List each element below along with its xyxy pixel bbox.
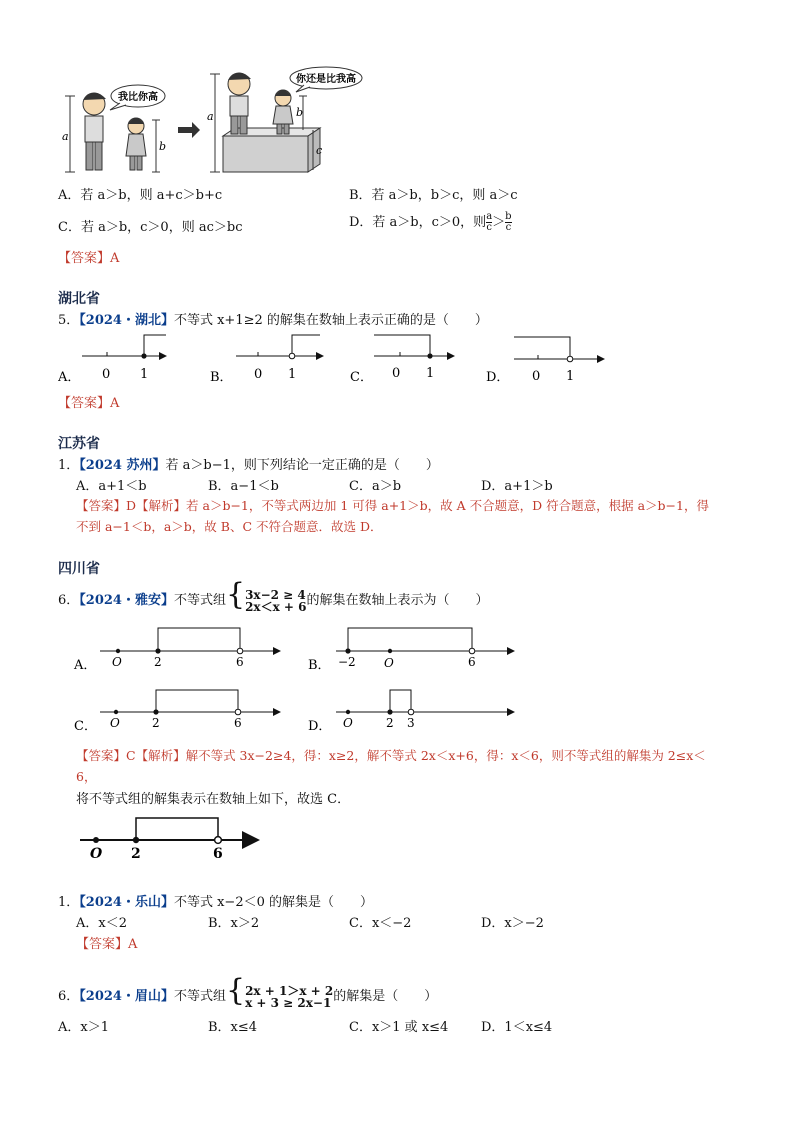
option-label: C． xyxy=(74,719,97,734)
tick-zero: 0 xyxy=(102,367,111,382)
yaan-solution-number-line xyxy=(70,810,270,862)
leshan-option-a: A．x＜2 xyxy=(76,916,127,931)
question-text-post: 的解集在数轴上表示为（ ） xyxy=(306,593,489,608)
leshan-option-d: D．x＞−2 xyxy=(481,916,544,931)
meishan-question xyxy=(58,973,438,1010)
tick-zero: 0 xyxy=(532,369,541,384)
meishan-option-b: B．x≤4 xyxy=(208,1020,258,1035)
tick-origin: O xyxy=(112,655,122,669)
label-a-right: a xyxy=(207,110,214,123)
label-b-left: b xyxy=(159,140,167,153)
gt-sign: ＞ xyxy=(492,215,506,230)
province-sichuan: 四川省 xyxy=(58,561,100,577)
hubei-option-b-number-line xyxy=(210,335,323,385)
question-text: 不等式 x−2＜0 的解集是（ ） xyxy=(173,895,373,910)
tick-origin: O xyxy=(384,656,394,670)
yaan-option-d-number-line xyxy=(308,690,514,734)
yaan-answer-line-1: 【答案】C【解析】解不等式 3x−2≥4，得：x≥2，解不等式 2x＜x+6，得：x＜6，则不等式组的解集为 2≤x＜ xyxy=(76,748,706,763)
bubble-left-text: 我比你高 xyxy=(118,92,158,103)
left-brace: { xyxy=(225,577,246,612)
hubei-answer: 【答案】A xyxy=(58,396,120,411)
tick-one: 1 xyxy=(566,369,575,384)
province-jiangsu: 江苏省 xyxy=(58,436,100,452)
option-label: C． xyxy=(350,370,373,385)
height-comparison-illustration xyxy=(58,66,368,178)
question-source-tag: 【2024・乐山】 xyxy=(79,895,174,910)
question-number: 1． xyxy=(58,895,80,910)
hubei-option-a-number-line xyxy=(58,335,166,385)
jiangsu-question xyxy=(58,454,439,473)
yaan-answer-line-2: 6， xyxy=(76,769,97,784)
question-text-post: 的解集是（ ） xyxy=(333,989,438,1004)
arrow-icon xyxy=(178,122,200,138)
prev-answer: 【答案】A xyxy=(58,251,120,266)
open-point xyxy=(289,353,295,359)
yaan-question xyxy=(58,577,489,614)
meishan-option-a: A．x＞1 xyxy=(58,1020,109,1035)
tick-left: 2 xyxy=(131,846,141,862)
jiangsu-option-d: D．a+1＞b xyxy=(481,479,553,494)
tick-right: 6 xyxy=(236,655,244,669)
tick-right: 6 xyxy=(234,716,242,730)
question-number: 5． xyxy=(58,313,80,328)
province-hubei: 湖北省 xyxy=(58,291,100,307)
option-label: B． xyxy=(308,658,331,673)
hubei-option-d-number-line xyxy=(486,337,604,385)
tick-left: 2 xyxy=(154,655,162,669)
tick-zero: 0 xyxy=(392,366,401,381)
hubei-option-c-number-line xyxy=(350,335,454,385)
question-text-pre: 不等式组 xyxy=(173,989,226,1004)
prev-option-d xyxy=(349,208,512,238)
bubble-right-text: 你还是比我高 xyxy=(296,74,356,85)
fraction-b-over-c: $\frac{b}{c}$ xyxy=(505,211,512,233)
jiangsu-option-a: A．a+1＜b xyxy=(76,479,147,494)
jiangsu-option-c: C．a＞b xyxy=(349,479,402,494)
question-text-pre: 不等式组 xyxy=(173,593,226,608)
question-source-tag: 【2024 苏州】 xyxy=(79,458,166,473)
tick-one: 1 xyxy=(140,367,149,382)
right-scene xyxy=(207,67,362,172)
fraction-a-over-c: $\frac{a}{c}$ xyxy=(486,211,493,233)
prev-option-b: B．若 a＞b，b＞c，则 a＞c xyxy=(349,188,518,203)
yaan-answer-line-3: 将不等式组的解集表示在数轴上如下，故选 C． xyxy=(76,792,351,807)
yaan-option-a-number-line xyxy=(73,628,280,673)
question-source-tag: 【2024・雅安】 xyxy=(79,593,174,608)
option-label: D． xyxy=(308,719,332,734)
left-scene xyxy=(62,85,166,172)
prev-option-d-text: D．若 a＞b，c＞0，则 xyxy=(349,215,487,230)
label-b-right: b xyxy=(296,106,304,119)
label-c-right: c xyxy=(316,144,323,157)
leshan-question xyxy=(58,891,373,910)
tick-one: 1 xyxy=(288,367,297,382)
inequality-system: 2x + 1＞x + 2 x + 3 ≥ 2x−1 xyxy=(245,983,334,1010)
tick-right: 6 xyxy=(468,655,476,669)
question-number: 1． xyxy=(58,458,80,473)
yaan-option-b-number-line xyxy=(308,628,514,673)
meishan-option-c: C．x＞1 或 x≤4 xyxy=(349,1020,449,1035)
tick-left: −2 xyxy=(338,655,356,669)
question-text: 若 a＞b−1，则下列结论一定正确的是（ ） xyxy=(165,458,439,473)
tick-origin: O xyxy=(110,716,120,730)
tick-left: 2 xyxy=(386,716,394,730)
label-a-left: a xyxy=(62,130,69,143)
question-source-tag: 【2024・湖北】 xyxy=(79,313,174,328)
open-point xyxy=(567,356,573,362)
jiangsu-answer-line-1: 【答案】D【解析】若 a＞b−1，不等式两边加 1 可得 a+1＞b，故 A 不合题意，D 符合题意，根据 a＞b−1，得 xyxy=(76,498,709,513)
meishan-option-d: D．1＜x≤4 xyxy=(481,1020,553,1035)
tick-one: 1 xyxy=(426,366,435,381)
question-source-tag: 【2024・眉山】 xyxy=(79,989,174,1004)
tick-right: 6 xyxy=(213,846,223,862)
left-brace: { xyxy=(225,973,246,1008)
jiangsu-option-b: B．a−1＜b xyxy=(208,479,279,494)
leshan-answer: 【答案】A xyxy=(76,937,138,952)
question-text: 不等式 x+1≥2 的解集在数轴上表示正确的是（ ） xyxy=(173,313,488,328)
inequality-system: 3x−2 ≥ 4 2x＜x + 6 xyxy=(245,587,307,614)
tick-left: 2 xyxy=(152,716,160,730)
tick-zero: 0 xyxy=(254,367,263,382)
hubei-number-lines xyxy=(58,328,618,386)
question-number: 6． xyxy=(58,989,80,1004)
tick-origin: O xyxy=(90,846,103,862)
prev-option-c: C．若 a＞b，c＞0，则 ac＞bc xyxy=(58,220,243,235)
question-number: 6． xyxy=(58,593,80,608)
option-label: D． xyxy=(486,370,510,385)
yaan-number-lines xyxy=(58,622,528,742)
prev-option-a: A．若 a＞b，则 a+c＞b+c xyxy=(58,188,223,203)
leshan-option-c: C．x＜−2 xyxy=(349,916,412,931)
option-label: B． xyxy=(210,370,233,385)
option-label: A． xyxy=(58,370,81,385)
tick-origin: O xyxy=(343,716,353,730)
yaan-option-c-number-line xyxy=(74,690,280,734)
jiangsu-answer-line-2: 不到 a−1＜b，a＞b，故 B、C 不符合题意．故选 D． xyxy=(76,519,383,534)
option-label: A． xyxy=(74,658,97,673)
leshan-option-b: B．x＞2 xyxy=(208,916,260,931)
tick-right: 3 xyxy=(407,716,415,730)
hubei-question xyxy=(58,309,488,328)
